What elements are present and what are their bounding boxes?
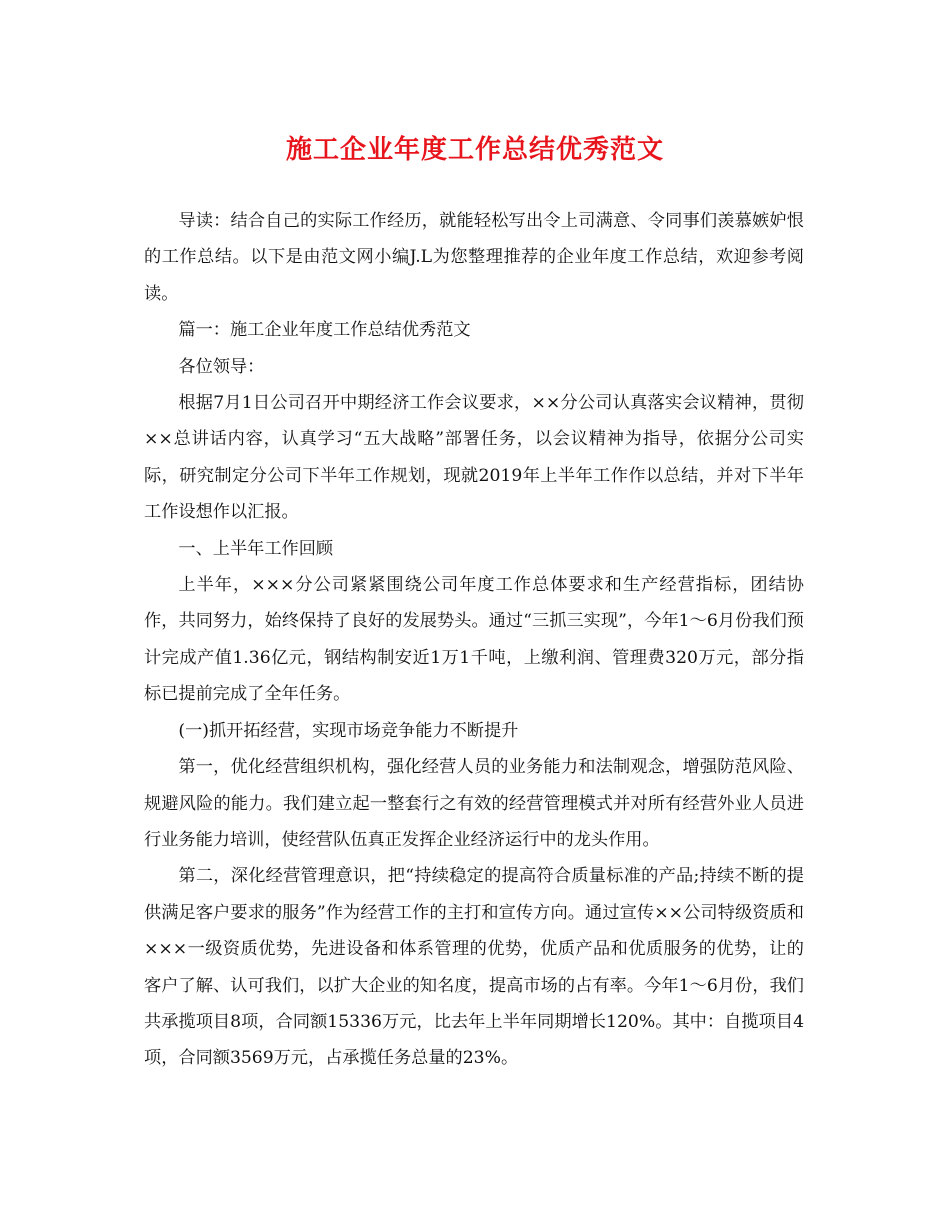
paragraph-first-point: 第一，优化经营组织机构，强化经营人员的业务能力和法制观念，增强防范风险、规避风险的能力。我们建立起一整套行之有效的经营管理模式并对所有经营外业人员进行业务能力培训，使经营队伍真正发挥企业经济运行中的龙头作用。 [144, 757, 804, 850]
paragraph-review: 上半年，×××分公司紧紧围绕公司年度工作总体要求和生产经营指标，团结协作，共同努力，始终保持了良好的发展势头。通过“三抓三实现”，今年1～6月份我们预计完成产值1.36亿元，钢结构制安近1万1千吨，上缴利润、管理费320万元，部分指标已提前完成了全年任务。 [144, 575, 804, 705]
paragraph-subheading-1: (一)抓开拓经营，实现市场竞争能力不断提升 [178, 720, 519, 741]
paragraph-opening: 根据7月1日公司召开中期经济工作会议要求，××分公司认真落实会议精神，贯彻××总讲话内容，认真学习“五大战略”部署任务，以会议精神为指导，依据分公司实际，研究制定分公司下半年工作规划，现就2019年上半年工作作以总结，并对下半年工作设想作以汇报。 [144, 393, 804, 523]
paragraph-second-point: 第二，深化经营管理意识，把“持续稳定的提高符合质量标准的产品;持续不断的提供满足客户要求的服务”作为经营工作的主打和宣传方向。通过宣传××公司特级资质和×××一级资质优势，先进设备和体系管理的优势，优质产品和优质服务的优势，让的客户了解、认可我们，以扩大企业的知名度，提高市场的占有率。今年1～6月份，我们共承揽项目8项，合同额15336万元，比去年上半年同期增长120%。其中：自揽项目4项，合同额3569万元，占承揽任务总量的23%。 [144, 866, 804, 1069]
paragraph-intro: 导读：结合自己的实际工作经历，就能轻松写出令上司满意、令同事们羡慕嫉妒恨的工作总结。以下是由范文网小编J.L为您整理推荐的企业年度工作总结，欢迎参考阅读。 [144, 211, 804, 304]
paragraph-section-heading: 篇一：施工企业年度工作总结优秀范文 [178, 320, 471, 341]
document-title: 施工企业年度工作总结优秀范文 [285, 135, 664, 165]
paragraph-heading-review: 一、上半年工作回顾 [178, 538, 334, 559]
paragraph-salutation: 各位领导： [178, 356, 265, 377]
document-body [144, 203, 804, 1077]
